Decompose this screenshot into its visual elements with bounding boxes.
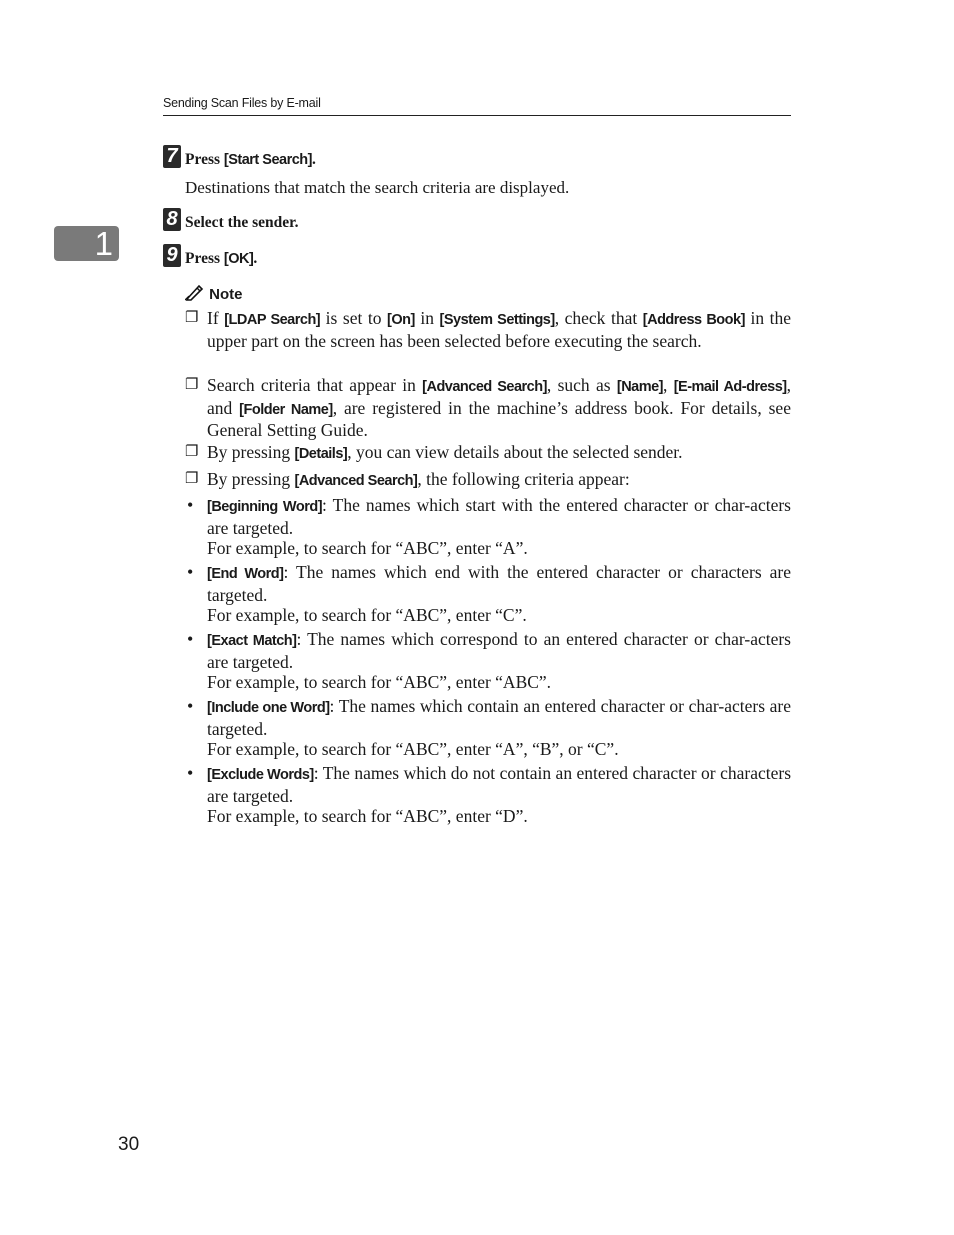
keyword: [E-mail Ad-dress] bbox=[673, 379, 787, 395]
text-run: For example, to search for “ABC”, enter “A”. bbox=[207, 538, 528, 559]
text-run: , the following criteria appear: bbox=[417, 469, 630, 489]
keyword: [System Settings] bbox=[439, 312, 555, 328]
text-run: : The names which contain an entered character or char-acters are targeted. bbox=[207, 696, 792, 739]
text-run: If bbox=[207, 308, 225, 328]
step-text: Press [Start Search]. bbox=[185, 151, 316, 168]
checkbox-marker: ❐ bbox=[185, 377, 199, 393]
bullet-marker: • bbox=[187, 495, 194, 515]
bullet-marker: • bbox=[187, 696, 194, 716]
text-run: , and bbox=[207, 375, 792, 418]
step-number: 9 bbox=[163, 244, 181, 267]
text-run: Search criteria that appear in bbox=[207, 375, 423, 395]
text-run: , are registered in the machine’s address book. For details, see General Setting Guide. bbox=[207, 397, 791, 441]
checkbox-marker: ❐ bbox=[185, 444, 199, 460]
keyword: [End Word] bbox=[207, 566, 284, 582]
bullet-marker: • bbox=[187, 629, 194, 649]
text-run: in bbox=[414, 308, 440, 328]
text-run: For example, to search for “ABC”, enter “ABC”. bbox=[207, 672, 552, 693]
running-header: Sending Scan Files by E-mail bbox=[163, 96, 791, 116]
step-description: Destinations that match the search criteria are displayed. bbox=[185, 178, 570, 197]
text-run: For example, to search for “ABC”, enter “D”. bbox=[207, 806, 528, 827]
step-number: 7 bbox=[163, 145, 181, 168]
checkbox-marker: ❐ bbox=[185, 310, 199, 326]
keyword: [Folder Name] bbox=[239, 401, 333, 418]
text-run: : The names which start with the entered character or char-acters are targeted. bbox=[207, 495, 791, 538]
item-text bbox=[207, 696, 791, 760]
bullet-marker: • bbox=[187, 763, 194, 783]
keyword: [Exclude Words] bbox=[207, 767, 314, 783]
text-run: : The names which end with the entered character or characters are targeted. bbox=[207, 562, 791, 605]
step-text: Select the sender. bbox=[185, 214, 299, 231]
text-run: By pressing bbox=[207, 442, 295, 462]
keyword: [Include one Word] bbox=[207, 700, 330, 716]
keyword: [Name] bbox=[616, 379, 664, 395]
note-label: Note bbox=[209, 286, 243, 303]
text-run: For example, to search for “ABC”, enter “A”, “B”, or “C”. bbox=[207, 739, 619, 760]
keyword: [Beginning Word] bbox=[207, 499, 323, 515]
chapter-tab bbox=[54, 226, 119, 261]
item-text bbox=[207, 495, 791, 559]
keyword: [Details] bbox=[294, 446, 348, 462]
text-run: , such as bbox=[546, 375, 617, 395]
item-text bbox=[207, 375, 791, 441]
text-run: : The names which do not contain an entered character or characters are targeted. bbox=[207, 763, 792, 806]
text-run: : The names which correspond to an entered character or char-acters are targeted. bbox=[207, 629, 791, 672]
page-number: 30 bbox=[118, 1134, 140, 1155]
text-run: , bbox=[663, 375, 674, 395]
checkbox-marker: ❐ bbox=[185, 471, 199, 487]
chapter-number: 1 bbox=[94, 225, 113, 262]
text-run: For example, to search for “ABC”, enter “C”. bbox=[207, 605, 527, 626]
item-text bbox=[207, 763, 791, 827]
item-text bbox=[207, 629, 791, 693]
bullet-marker: • bbox=[187, 562, 194, 582]
text-run: By pressing bbox=[207, 469, 295, 489]
text-run: is set to bbox=[320, 308, 388, 328]
item-text bbox=[207, 562, 791, 626]
keyword: [Advanced Search] bbox=[294, 473, 418, 489]
step-number: 8 bbox=[163, 208, 181, 231]
text-run: , you can view details about the selected sender. bbox=[347, 442, 683, 462]
item-text bbox=[207, 308, 791, 351]
step-text: Press [OK]. bbox=[185, 250, 258, 267]
keyword: [LDAP Search] bbox=[224, 312, 321, 328]
text-run: in the upper part on the screen has been selected before executing the search. bbox=[207, 308, 791, 351]
keyword: [On] bbox=[387, 312, 415, 328]
keyword: [Address Book] bbox=[642, 312, 745, 328]
keyword: [Exact Match] bbox=[207, 633, 297, 649]
item-text bbox=[207, 469, 791, 492]
pencil-icon bbox=[185, 283, 205, 301]
keyword: [Advanced Search] bbox=[422, 379, 547, 395]
text-run: , check that bbox=[554, 308, 643, 328]
item-text bbox=[207, 442, 791, 465]
note-heading bbox=[185, 283, 243, 303]
